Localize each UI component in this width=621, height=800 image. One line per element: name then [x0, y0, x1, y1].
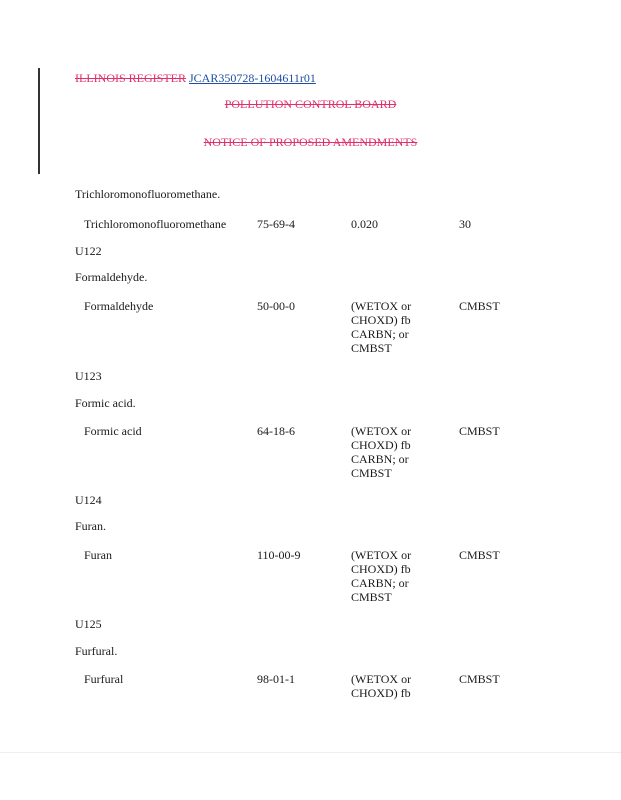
notice-heading: NOTICE OF PROPOSED AMENDMENTS	[203, 135, 418, 149]
table-cell-standard: CMBST	[459, 424, 500, 438]
table-cell-constituent: Formic acid	[84, 424, 142, 438]
table-cell-method: (WETOX or CHOXD) fb CARBN; or CMBST	[351, 548, 412, 604]
register-header	[75, 71, 316, 85]
table-cell-standard: 30	[459, 217, 471, 231]
table-cell-standard: CMBST	[459, 672, 500, 686]
revision-change-bar	[38, 68, 40, 174]
constituent-name: Furfural.	[75, 644, 118, 658]
table-cell-constituent: Trichloromonofluoromethane	[84, 217, 227, 231]
table-cell-constituent: Formaldehyde	[84, 299, 154, 313]
constituent-name: Furan.	[75, 519, 106, 533]
struck-register-title: ILLINOIS REGISTER	[75, 71, 186, 85]
waste-code: U124	[75, 493, 102, 507]
board-heading: POLLUTION CONTROL BOARD	[224, 97, 397, 111]
table-cell-method: (WETOX or CHOXD) fb CARBN; or CMBST	[351, 424, 412, 480]
constituent-name: Formaldehyde.	[75, 270, 148, 284]
inserted-jcar-code: JCAR350728-1604611r01	[189, 71, 316, 85]
table-cell-method: (WETOX or CHOXD) fb CARBN; or CMBST	[351, 299, 412, 355]
table-cell-constituent: Furfural	[84, 672, 124, 686]
table-cell-cas-number: 50-00-0	[257, 299, 295, 313]
constituent-name: Formic acid.	[75, 396, 136, 410]
table-cell-method: 0.020	[351, 217, 378, 231]
constituent-name: Trichloromonofluoromethane.	[75, 187, 221, 201]
waste-code: U122	[75, 244, 102, 258]
page-footer-rule	[0, 752, 621, 753]
table-cell-constituent: Furan	[84, 548, 112, 562]
table-cell-cas-number: 98-01-1	[257, 672, 295, 686]
table-cell-cas-number: 110-00-9	[257, 548, 301, 562]
table-cell-cas-number: 75-69-4	[257, 217, 295, 231]
waste-code: U125	[75, 617, 102, 631]
table-cell-standard: CMBST	[459, 548, 500, 562]
table-cell-cas-number: 64-18-6	[257, 424, 295, 438]
waste-code: U123	[75, 369, 102, 383]
table-cell-standard: CMBST	[459, 299, 500, 313]
table-cell-method: (WETOX or CHOXD) fb	[351, 672, 412, 700]
